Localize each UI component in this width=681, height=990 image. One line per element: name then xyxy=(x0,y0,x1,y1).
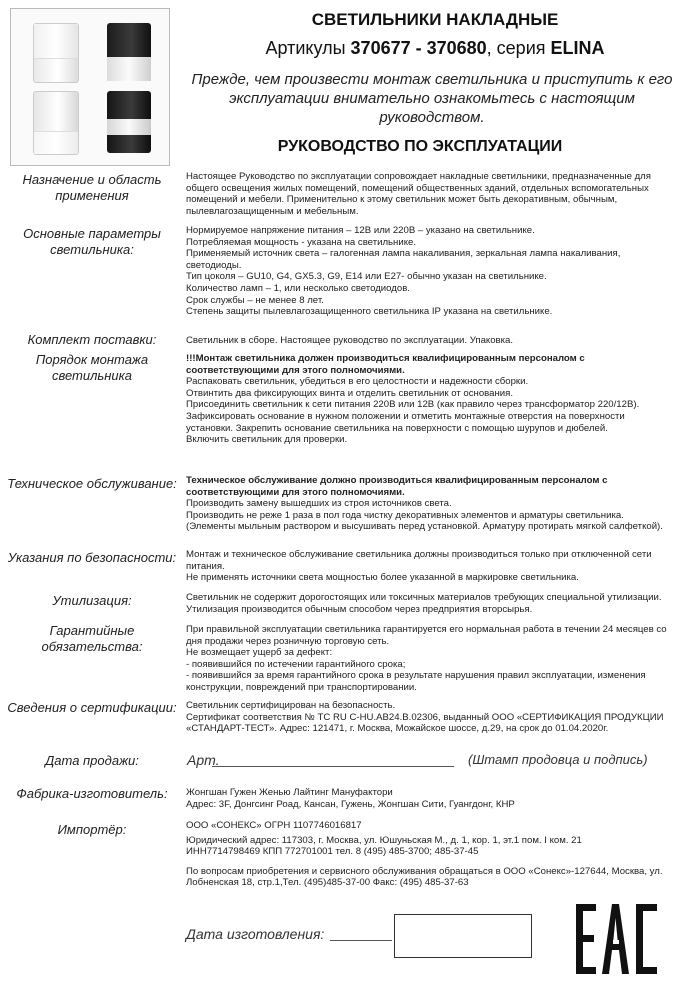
seller-stamp-note: (Штамп продовца и подпись) xyxy=(468,752,648,767)
lamp-photo-black-bottom xyxy=(107,91,151,153)
text-warranty: При правильной эксплуатации светильника гарантируется его нормальная работа в течении 24 месяцев со дня продажи через розничную торговую сеть. Не возмещает ущерб за дефект: - появившийся по истечении гарантийного срока; - появившийся за время гарантийного срока в результате нарушения правил эксплуатации, изменения конструкции, повреждений при транспортировании. xyxy=(186,624,667,693)
lamp-photo-white-top xyxy=(33,23,79,83)
label-mounting: Порядок монтажа светильника xyxy=(35,352,149,383)
label-manufacture-date: Дата изготовления: xyxy=(186,926,325,942)
label-purpose: Назначение и область применения xyxy=(22,172,162,203)
text-params: Нормируемое напряжение питания – 12В или 220В – указано на светильнике. Потребляемая мощность - указана на светильнике. Применяемый источник света – галогенная лампа накаливания, зеркальная лампа накаливания, светодиоды. Тип цоколя – GU10, G4, GX5.3, G9, E14 или E27- обычно указан на светильнике. Количество ламп – 1, или несколько светодиодов. Срок службы – не менее 8 лет. Степень защиты пылевлагозащищенного светильника IP указана на светильнике. xyxy=(186,225,621,318)
manual-title: РУКОВОДСТВО ПО ЭКСПЛУАТАЦИИ xyxy=(277,138,563,155)
text-certification: Светильник сертифицирован на безопасность. Сертификат соответствия № TC RU C-HU.AB24.B.02306, выданный ООО «СЕРТИФИКАЦИЯ ПРОДУКЦИИ «СТАНДАРТ-ТЕСТ». Адрес: 121471, г. Москва, Можайское шоссе, д.29, на срок до 01.04.2020г. xyxy=(186,700,664,735)
label-certification: Сведения о сертификации: xyxy=(7,700,177,715)
text-safety: Монтаж и техническое обслуживание светильника должны производиться только при отключенной сети питания. Не применять источники света мощностью более указанной в маркировке светильника. xyxy=(186,549,652,584)
intro-text: Прежде, чем произвести монтаж светильника и приступить к его эксплуатации внимательно ознакомьтесь с настоящим руководством. xyxy=(191,71,673,126)
label-sale-date: Дата продажи: xyxy=(45,753,139,768)
product-photos xyxy=(10,8,170,166)
text-purpose: Настоящее Руководство по эксплуатации сопровождает накладные светильники, предназначенные для общего освещения жилых помещений, помещений общественных зданий, отдельных вспомогательных помещений и мебели. Применительно к этому светильник может быть декоративным, обычным, пылевлагозащищенным и мебельным. xyxy=(186,171,651,217)
articles-line: Артикулы 370677 - 370680, серия ELINA xyxy=(265,38,605,58)
text-disposal: Светильник не содержит дорогостоящих или токсичных материалов требующих специальной утилизации. Утилизация производится обычным способом через предприятия вторсырья. xyxy=(186,592,662,615)
label-factory: Фабрика-изготовитель: xyxy=(16,786,168,801)
lamp-photo-white-bottom xyxy=(33,91,79,155)
sale-underline xyxy=(212,766,454,767)
sale-article-field: Арт. xyxy=(187,752,220,768)
label-safety: Указания по безопасности: xyxy=(7,550,177,565)
manufacture-date-box xyxy=(394,914,532,958)
lamp-photo-black-top xyxy=(107,23,151,81)
text-mounting: !!!Монтаж светильника должен производиться квалифицированным персоналом с соответствующими для этого полномочиями. Распаковать светильник, убедиться в его целостности и надежности сборки. Отвинтить два фиксирующих винта и отделить светильник от основания. Присоединить светильник к сети питания 220В или 12В (как правило через трансформатор 220/12В). Зафиксировать основание в нужном положении и отметить монтажные отверстия на поверхности установки. Закрепить основание светильника на поверхности с помощью шурупов и дюбелей. Включить светильник для проверки. xyxy=(186,353,640,446)
label-params: Основные параметры светильника: xyxy=(23,226,161,257)
label-importer: Импортёр: xyxy=(57,822,127,837)
label-kit: Комплект поставки: xyxy=(27,332,157,347)
label-disposal: Утилизация: xyxy=(52,593,132,608)
text-importer: ООО «СОНЕКС» ОГРН 1107746016817 Юридический адрес: 117303, г. Москва, ул. Юшуньская М., д. 1, кор. 1, эт.1 пом. I ком. 21 ИНН7714798469 КПП 772701001 тел. 8 (495) 485-3700; 485-37-45 По вопросам приобретения и сервисного обслуживания обращаться в ООО «Сонекс»-127644, Москва, ул. Лобненская 18, стр.1,Тел. (495)485-37-00 Факс: (495) 485-37-63 xyxy=(186,820,663,889)
label-warranty: Гарантийные обязательства: xyxy=(41,623,143,654)
eac-certification-mark xyxy=(574,900,660,978)
text-kit: Светильник в сборе. Настоящее руководство по эксплуатации. Упаковка. xyxy=(186,335,514,346)
text-maintenance: Техническое обслуживание должно производиться квалифицированным персоналом с соответствующими для этого полномочиями. Производить замену вышедших из строя источников света. Производить не реже 1 раза в пол года чистку декоративных элементов и арматуры светильника. (Элементы мыльным раствором и высушивать перед установкой. Арматуру протирать мягкой салфеткой). xyxy=(186,475,663,533)
text-factory: Жонгшан Гужен Женью Лайтинг Мануфактори Адрес: 3F, Донгсинг Роад, Кансан, Гужень, Жонгшан Сити, Гуангдонг, КНР xyxy=(186,787,515,810)
label-maintenance: Техническое обслуживание: xyxy=(7,476,177,491)
document-title: СВЕТИЛЬНИКИ НАКЛАДНЫЕ xyxy=(311,10,559,29)
manufacture-date-underline xyxy=(330,940,392,941)
